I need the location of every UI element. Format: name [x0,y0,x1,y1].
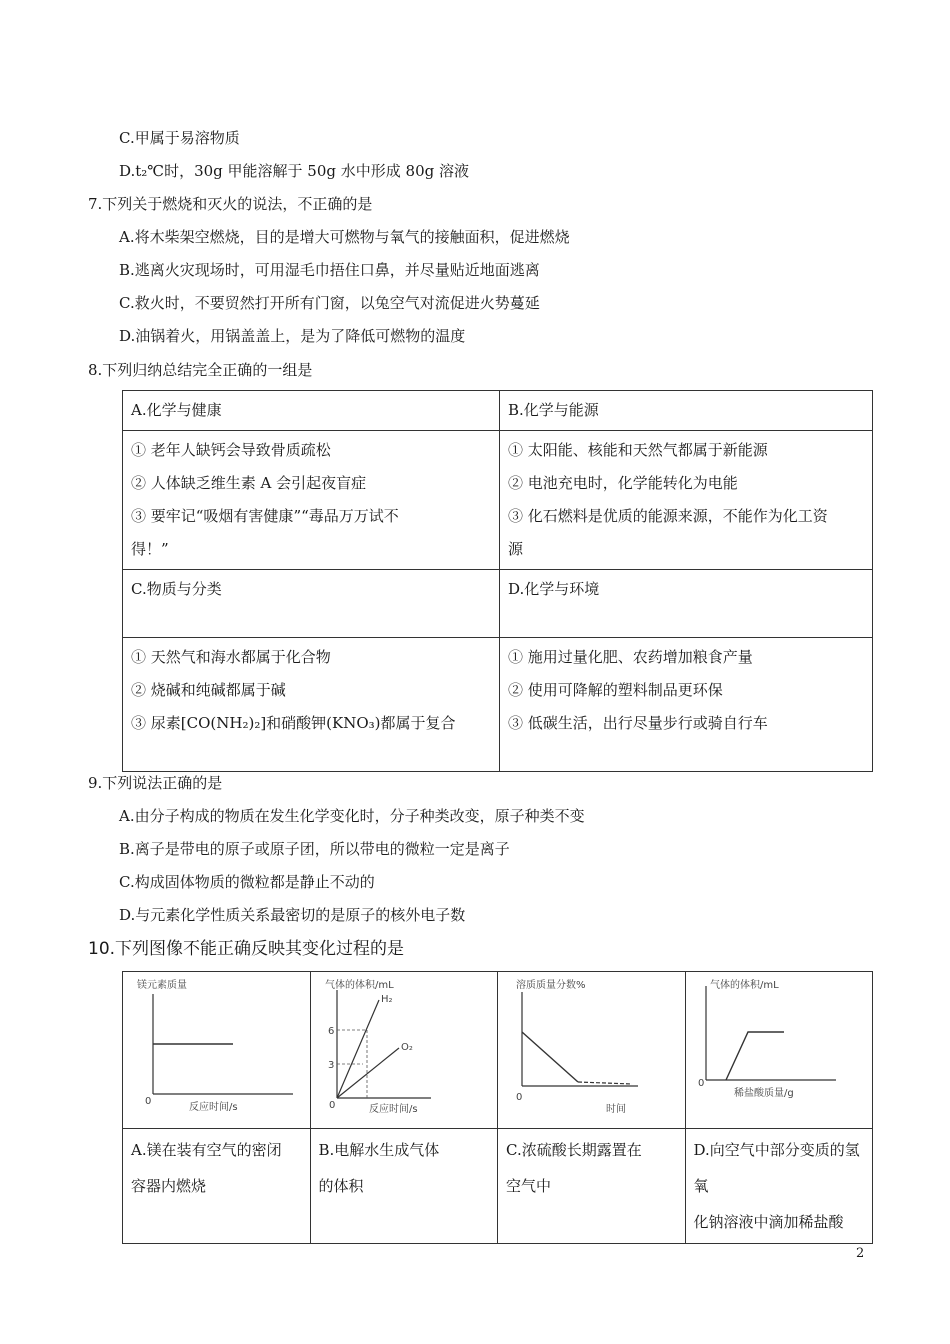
q8-stem: 8.下列归纳总结完全正确的一组是 [88,361,313,379]
graph-b-o2-line [337,1048,399,1098]
q8-a-item: ① 老年人缺钙会导致骨质疏松 [131,441,331,459]
caption-c-line: 空气中 [506,1177,552,1195]
q6-option-c: C.甲属于易溶物质 [119,129,240,147]
q8-d-item: ① 施用过量化肥、农药增加粮食产量 [508,648,753,666]
graph-b-o2-label: O₂ [400,1042,413,1053]
graph-c-origin: 0 [516,1092,523,1103]
q7-option-c: C.救火时，不要贸然打开所有门窗，以兔空气对流促进火势蔓延 [119,294,540,312]
q8-c-item: ② 烧碱和纯碱都属于碱 [131,681,286,699]
q6-option-d: D.t₂℃时，30g 甲能溶解于 50g 水中形成 80g 溶液 [119,162,469,180]
q7-option-b: B.逃离火灾现场时，可用湿毛巾捂住口鼻，并尽量贴近地面逃离 [119,261,540,279]
q10-graph-b [311,972,497,1128]
q8-c-title: C.物质与分类 [123,570,500,638]
q10-caption-c [498,1129,686,1244]
graph-c-line [522,1032,578,1082]
graph-d-origin: 0 [697,1078,704,1089]
graph-d-xlabel: 稀盐酸质量/g [733,1088,794,1099]
q8-d-item: ② 使用可降解的塑料制品更环保 [508,681,723,699]
graph-b-tick-6: 6 [327,1026,334,1037]
graph-c-ylabel: 溶质质量分数% [516,980,586,991]
q7-stem: 7.下列关于燃烧和灭火的说法，不正确的是 [88,195,373,213]
graph-c-xlabel: 时间 [606,1104,626,1115]
graph-b-h2-line [337,1000,379,1098]
q8-d-items [500,638,873,772]
q8-a-item: ③ 要牢记“吸烟有害健康”“毒品万万试不 [131,507,399,525]
q10-graph-d-cell [685,972,873,1129]
page-number: 2 [856,1246,865,1261]
q10-table [122,971,873,1244]
q8-b-item: ③ 化石燃料是优质的能源来源，不能作为化工资 [508,507,828,525]
graph-a-origin: 0 [145,1096,152,1107]
q8-d-title: D.化学与环境 [500,570,873,638]
q10-graph-c-cell [498,972,686,1129]
graph-c-tail [578,1082,632,1084]
q10-graph-d [686,972,872,1128]
q8-d-item: ③ 低碳生活，出行尽量步行或骑自行车 [508,714,768,732]
q9-option-d: D.与元素化学性质关系最密切的是原子的核外电子数 [119,906,466,924]
q9-option-c: C.构成固体物质的微粒都是静止不动的 [119,873,375,891]
caption-d-line: D.向空气中部分变质的氢氧 [693,1141,860,1195]
q7-option-a: A.将木柴架空燃烧，目的是增大可燃物与氧气的接触面积，促进燃烧 [119,228,570,246]
q8-a-item: 得！” [131,540,169,558]
q8-c-item: ③ 尿素[CO(NH₂)₂]和硝酸钾(KNO₃)都属于复合 [131,714,456,732]
q10-stem: 10.下列图像不能正确反映其变化过程的是 [88,939,405,959]
graph-d-ylabel: 气体的体积/mL [709,980,779,991]
q9-stem: 9.下列说法正确的是 [88,774,223,792]
q10-graph-c [498,972,684,1128]
q8-table [122,390,873,772]
caption-a-line: A.镁在装有空气的密闭 [131,1141,282,1159]
graph-a-ylabel: 镁元素质量 [137,980,187,991]
graph-b-tick-3: 3 [327,1060,334,1071]
q7-option-d: D.油锅着火，用锅盖盖上，是为了降低可燃物的温度 [119,327,466,345]
graph-b-h2-label: H₂ [380,994,393,1005]
q10-graph-a [123,972,309,1128]
q8-b-item: ① 太阳能、核能和天然气都属于新能源 [508,441,768,459]
graph-a-xlabel: 反应时间/s [189,1102,238,1113]
q10-caption-a [123,1129,311,1244]
q8-b-item: 源 [508,540,524,558]
q8-b-item: ② 电池充电时，化学能转化为电能 [508,474,738,492]
graph-b-xlabel: 反应时间/s [368,1104,418,1115]
q10-graph-b-cell [310,972,498,1129]
caption-b-line: 的体积 [318,1177,364,1195]
caption-c-line: C.浓硫酸长期露置在 [506,1141,642,1159]
q8-a-item: ② 人体缺乏维生素 A 会引起夜盲症 [131,474,367,492]
q8-b-title: B.化学与能源 [500,391,873,431]
graph-d-line [726,1032,784,1080]
q9-option-b: B.离子是带电的原子或原子团，所以带电的微粒一定是离子 [119,840,510,858]
q8-c-items [123,638,500,772]
graph-b-origin: 0 [328,1100,335,1111]
caption-b-line: B.电解水生成气体 [318,1141,440,1159]
q10-caption-b [310,1129,498,1244]
q8-a-items [123,431,500,570]
q8-b-items [500,431,873,570]
q8-c-item: ① 天然气和海水都属于化合物 [131,648,331,666]
q9-option-a: A.由分子构成的物质在发生化学变化时，分子种类改变，原子种类不变 [119,807,585,825]
caption-d-line: 化钠溶液中滴加稀盐酸 [693,1213,844,1231]
caption-a-line: 容器内燃烧 [131,1177,207,1195]
q10-graph-a-cell [123,972,311,1129]
q8-a-title: A.化学与健康 [123,391,500,431]
q10-caption-d [685,1129,873,1244]
graph-b-ylabel: 气体的体积/mL [324,980,394,991]
